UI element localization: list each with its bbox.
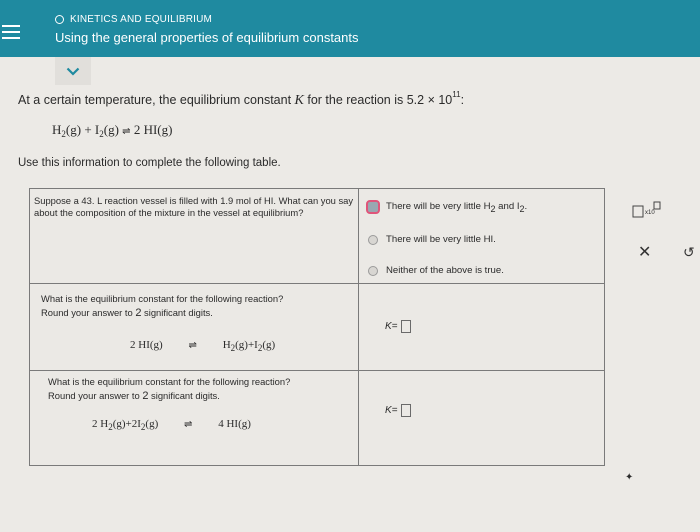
equilibrium-arrow-icon: ⇌ [184,419,193,430]
question-line: What is the equilibrium constant for the following reaction? [41,293,284,304]
option-label: Neither of the above is true. [386,265,504,276]
reactant-h-state: (g) [65,122,82,137]
equilibrium-arrow-icon: ⇌ [188,340,197,351]
expand-tab[interactable] [55,57,91,85]
k-answer-row2 [385,320,411,333]
k-input-doubled[interactable] [401,404,411,417]
page-title: Using the general properties of equilibrium constants [55,30,359,45]
answer-table [29,188,634,483]
option-label: There will be very little HI. [386,234,496,245]
intro-colon: : [460,93,465,107]
option-label: There will be very little H2 and I2. [386,200,528,214]
x10-label: x10 [645,210,655,216]
table-divider [358,189,359,465]
product: $H_2(g)+I_2(g)$ [222,339,276,353]
intro-text: At a certain temperature, the equilibrium constant [18,93,295,107]
radio-button-selected[interactable] [366,200,380,214]
instruction: Use this information to complete the following table. [18,157,281,169]
plus-sign: + [81,122,95,137]
reactant-i-sub: 2 [99,129,104,139]
question-line: Round your answer to 2 significant digits. [41,307,213,319]
clear-button[interactable]: ✕ [638,244,652,261]
reactant: 2 $H_2(g)+2I_2(g)$ [92,418,159,432]
equals-sign: = [391,405,398,416]
k-label: K [385,405,392,416]
k-input-reverse[interactable] [401,320,411,333]
row-divider [30,283,604,284]
reactant-h: H [52,122,62,137]
breadcrumb [55,14,212,25]
k-answer-row3 [385,404,411,417]
reactant-i: I [94,122,100,137]
question-line: Round your answer to 2 significant digits. [48,390,220,402]
product-hi: 2 HI(g) [133,122,173,137]
k-doubled-question [48,375,290,403]
reactant-h-sub: 2 [61,129,66,139]
equals-sign: = [391,321,398,332]
menu-icon[interactable] [2,25,20,39]
breadcrumb-text: KINETICS AND EQUILIBRIUM [70,14,213,25]
reactant: 2 HI(g) [130,339,163,351]
main-reaction [52,122,172,139]
problem-statement [18,90,464,109]
undo-button[interactable]: ↺ [683,244,695,260]
k-label: K [385,321,392,332]
header-bar [0,0,700,57]
reactant-i-state: (g) [103,122,119,137]
radio-button[interactable] [368,266,378,276]
doubled-reaction [92,418,251,432]
composition-question: Suppose a 43. L reaction vessel is filled with 1.9 mol of HI. What can you say about the composition of the mixture in the vessel at equilibrium? [34,195,354,218]
product: 4 HI(g) [218,418,251,430]
mouse-cursor-icon: ✦ [625,472,634,483]
intro-value: for the reaction is 5.2 × 10 [303,93,453,107]
question-line: What is the equilibrium constant for the following reaction? [48,376,291,387]
equilibrium-arrow-icon: ⇌ [122,126,131,137]
chevron-down-icon [66,67,80,76]
radio-button[interactable] [368,235,378,245]
intro-exponent: 11 [452,90,461,99]
scientific-notation-button[interactable] [632,201,662,219]
option-little-hi[interactable] [368,234,496,245]
k-symbol: K [294,93,304,108]
k-reverse-question [41,292,283,320]
option-neither[interactable] [368,265,504,276]
row-divider [30,370,604,371]
option-little-h2-i2[interactable] [368,200,527,214]
reverse-reaction [130,339,275,353]
progress-circle-icon [55,15,64,24]
